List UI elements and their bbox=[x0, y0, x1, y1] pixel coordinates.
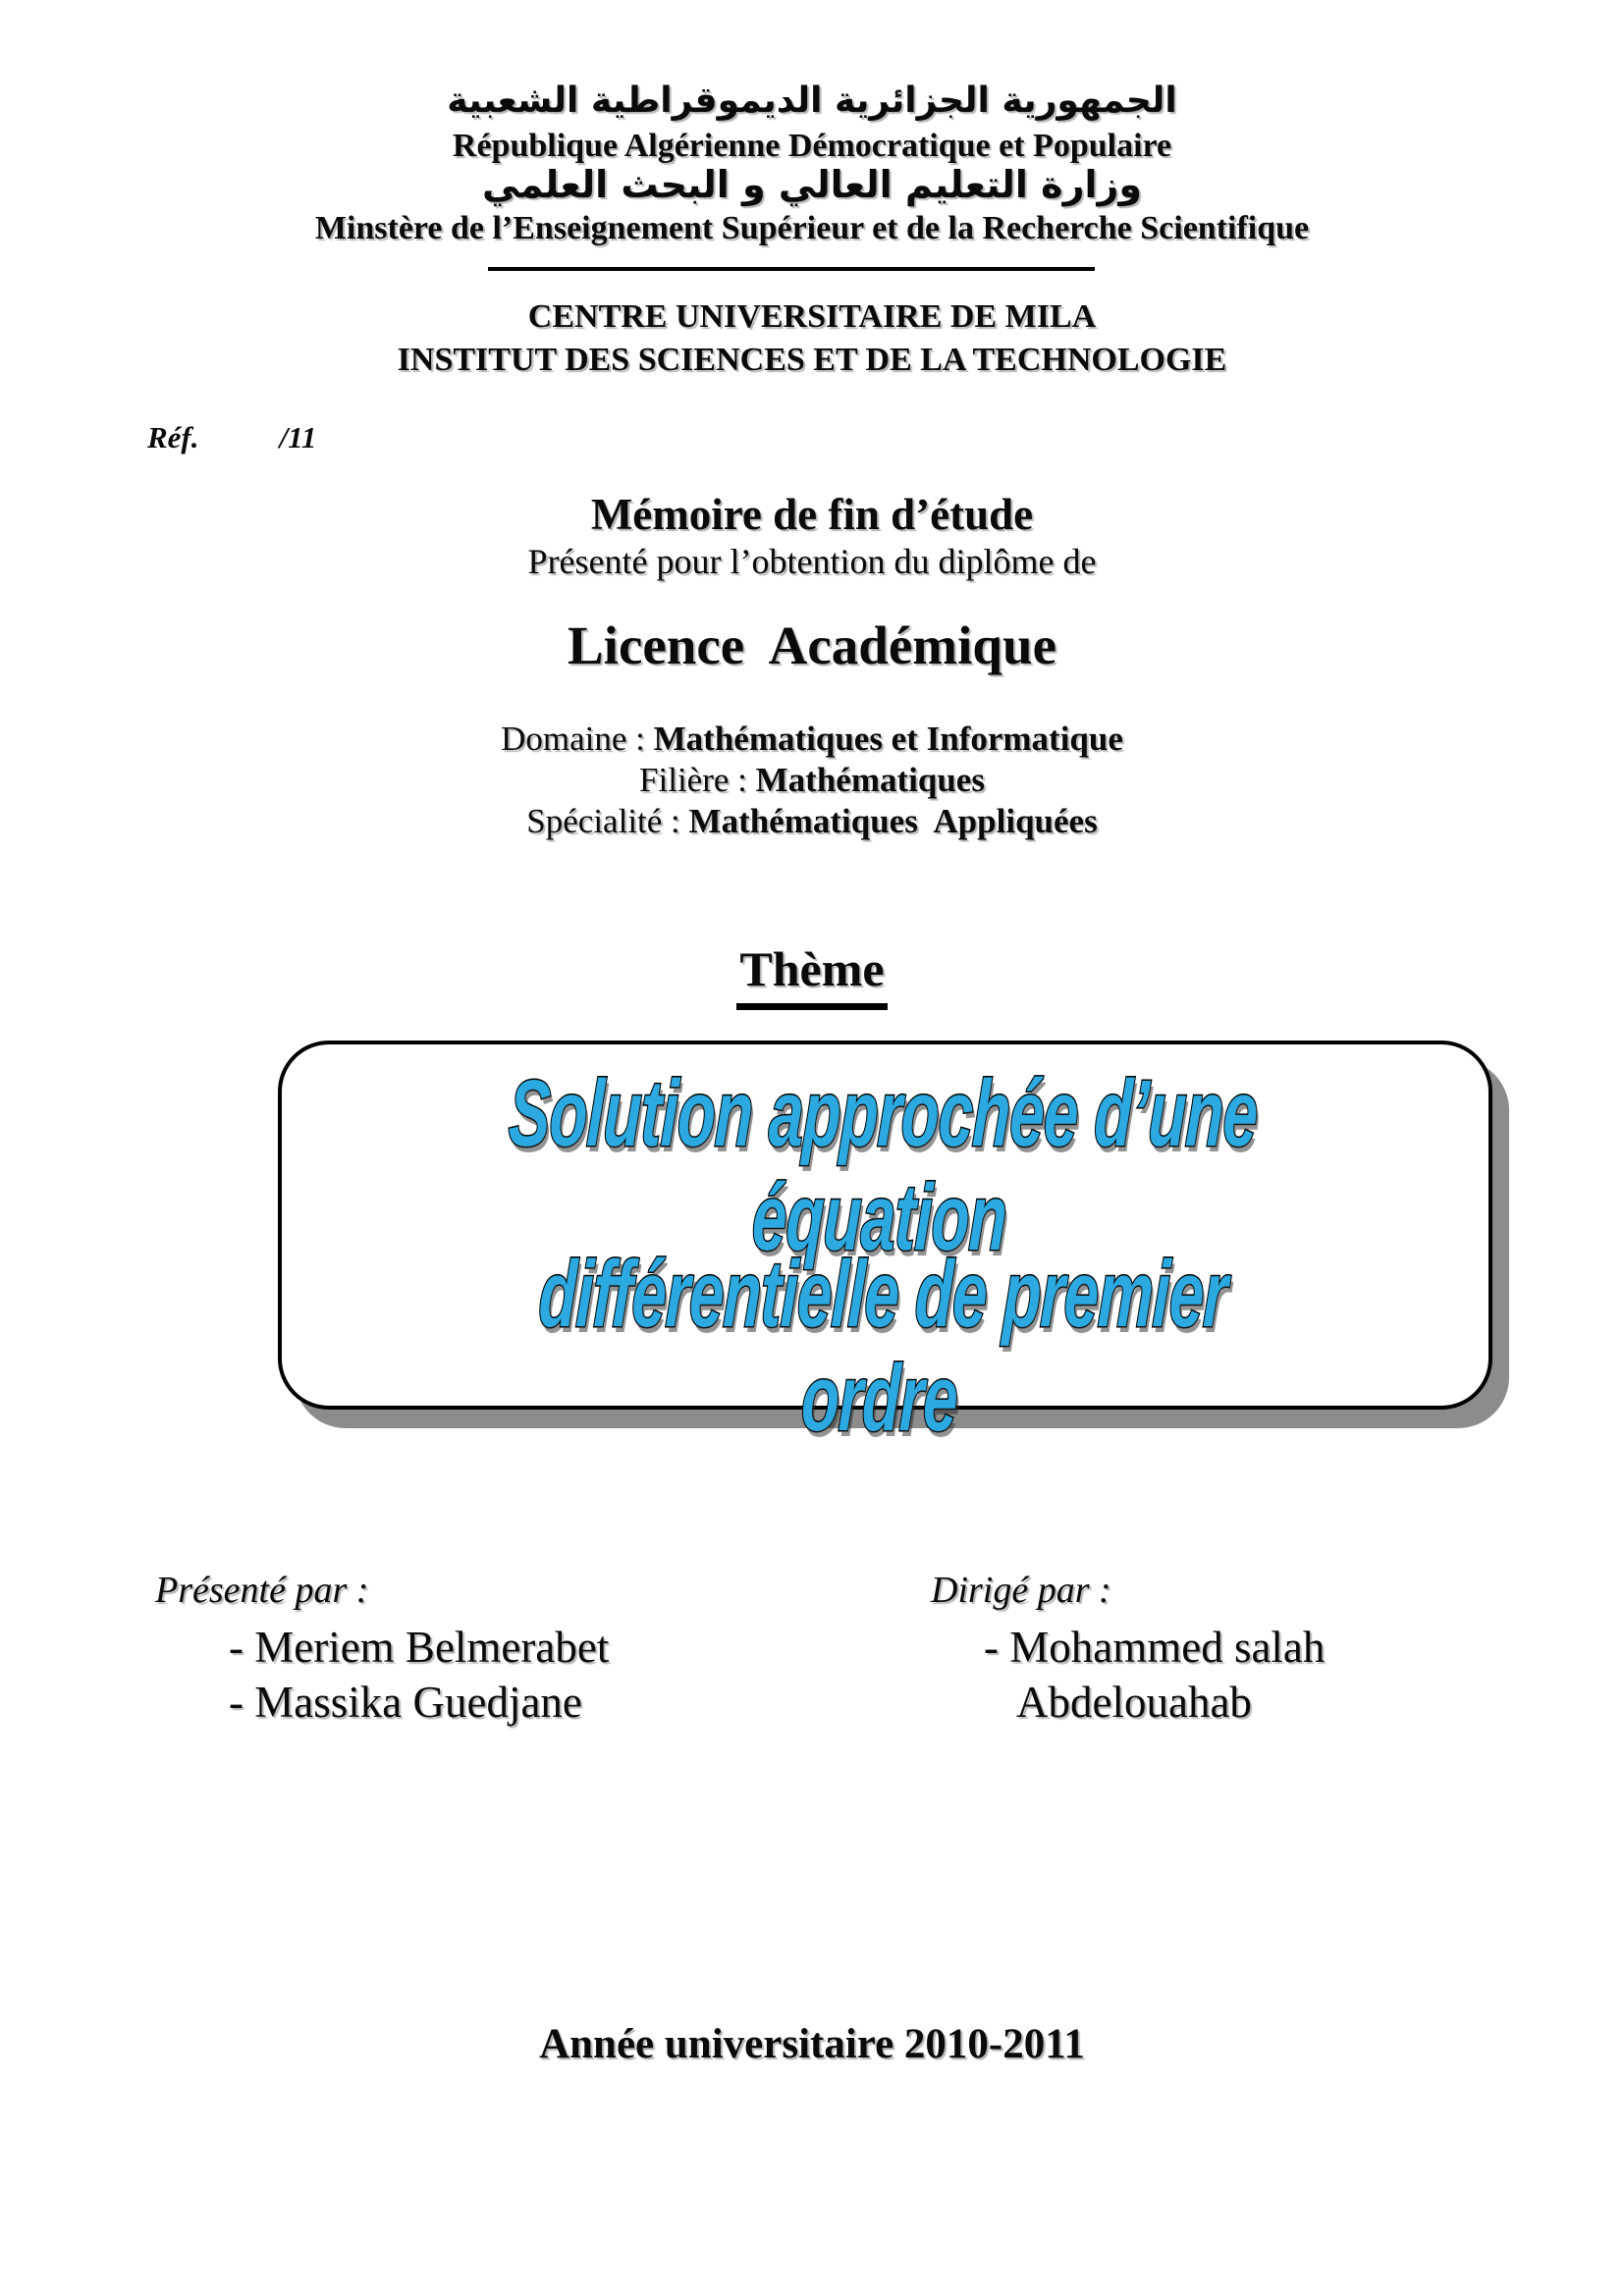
supervisor-name-line2: Abdelouahab bbox=[1016, 1678, 1252, 1727]
header-republique: République Algérienne Démocratique et Populaire bbox=[452, 128, 1172, 164]
filiere-label: Filière : bbox=[639, 761, 747, 799]
theme-title-line1: Solution approchée d’une équation bbox=[507, 1061, 1260, 1270]
reference-value: /11 bbox=[279, 420, 317, 454]
presenter-name-1: - Meriem Belmerabet bbox=[229, 1623, 610, 1672]
domaine-value: Mathématiques et Informatique bbox=[653, 720, 1123, 758]
header-ministere: Minstère de l’Enseignement Supérieur et de la Recherche Scientifique bbox=[314, 210, 1310, 246]
specialite-value: Mathématiques Appliquées bbox=[688, 802, 1098, 840]
reference-label: Réf. bbox=[147, 420, 199, 454]
specialite-label: Spécialité : bbox=[526, 802, 680, 840]
domaine-row bbox=[0, 720, 1624, 759]
domaine-label: Domaine : bbox=[501, 720, 645, 758]
academic-year: Année universitaire 2010-2011 bbox=[539, 2021, 1085, 2067]
filiere-row bbox=[0, 761, 1624, 800]
supervisor-name-line1: - Mohammed salah bbox=[984, 1623, 1326, 1672]
filiere-value: Mathématiques bbox=[755, 761, 985, 799]
degree-title: Licence Académique bbox=[568, 615, 1056, 675]
specialite-row bbox=[0, 802, 1624, 841]
header-arabic-republic: الجمهورية الجزائرية الديموقراطية الشعبية bbox=[447, 80, 1177, 121]
theme-heading bbox=[0, 940, 1624, 1010]
header-arabic-ministry: وزارة التعليم العالي و البحث العلمي bbox=[482, 163, 1142, 206]
theme-title-line2: différentielle de premier ordre bbox=[537, 1242, 1229, 1451]
reference-row bbox=[147, 420, 316, 455]
header-centre-universitaire: CENTRE UNIVERSITAIRE DE MILA bbox=[527, 298, 1097, 335]
memoire-title: Mémoire de fin d’étude bbox=[590, 490, 1034, 539]
presented-by-label: Présenté par : bbox=[155, 1570, 369, 1611]
directed-by-label: Dirigé par : bbox=[931, 1570, 1111, 1611]
presenter-name-2: - Massika Guedjane bbox=[229, 1678, 582, 1727]
header-separator-line bbox=[488, 267, 1095, 271]
memoire-subtitle: Présenté pour l’obtention du diplôme de bbox=[527, 542, 1097, 581]
header-institut: INSTITUT DES SCIENCES ET DE LA TECHNOLOGIE bbox=[397, 342, 1227, 378]
theme-heading-text: Thème bbox=[736, 940, 887, 1010]
